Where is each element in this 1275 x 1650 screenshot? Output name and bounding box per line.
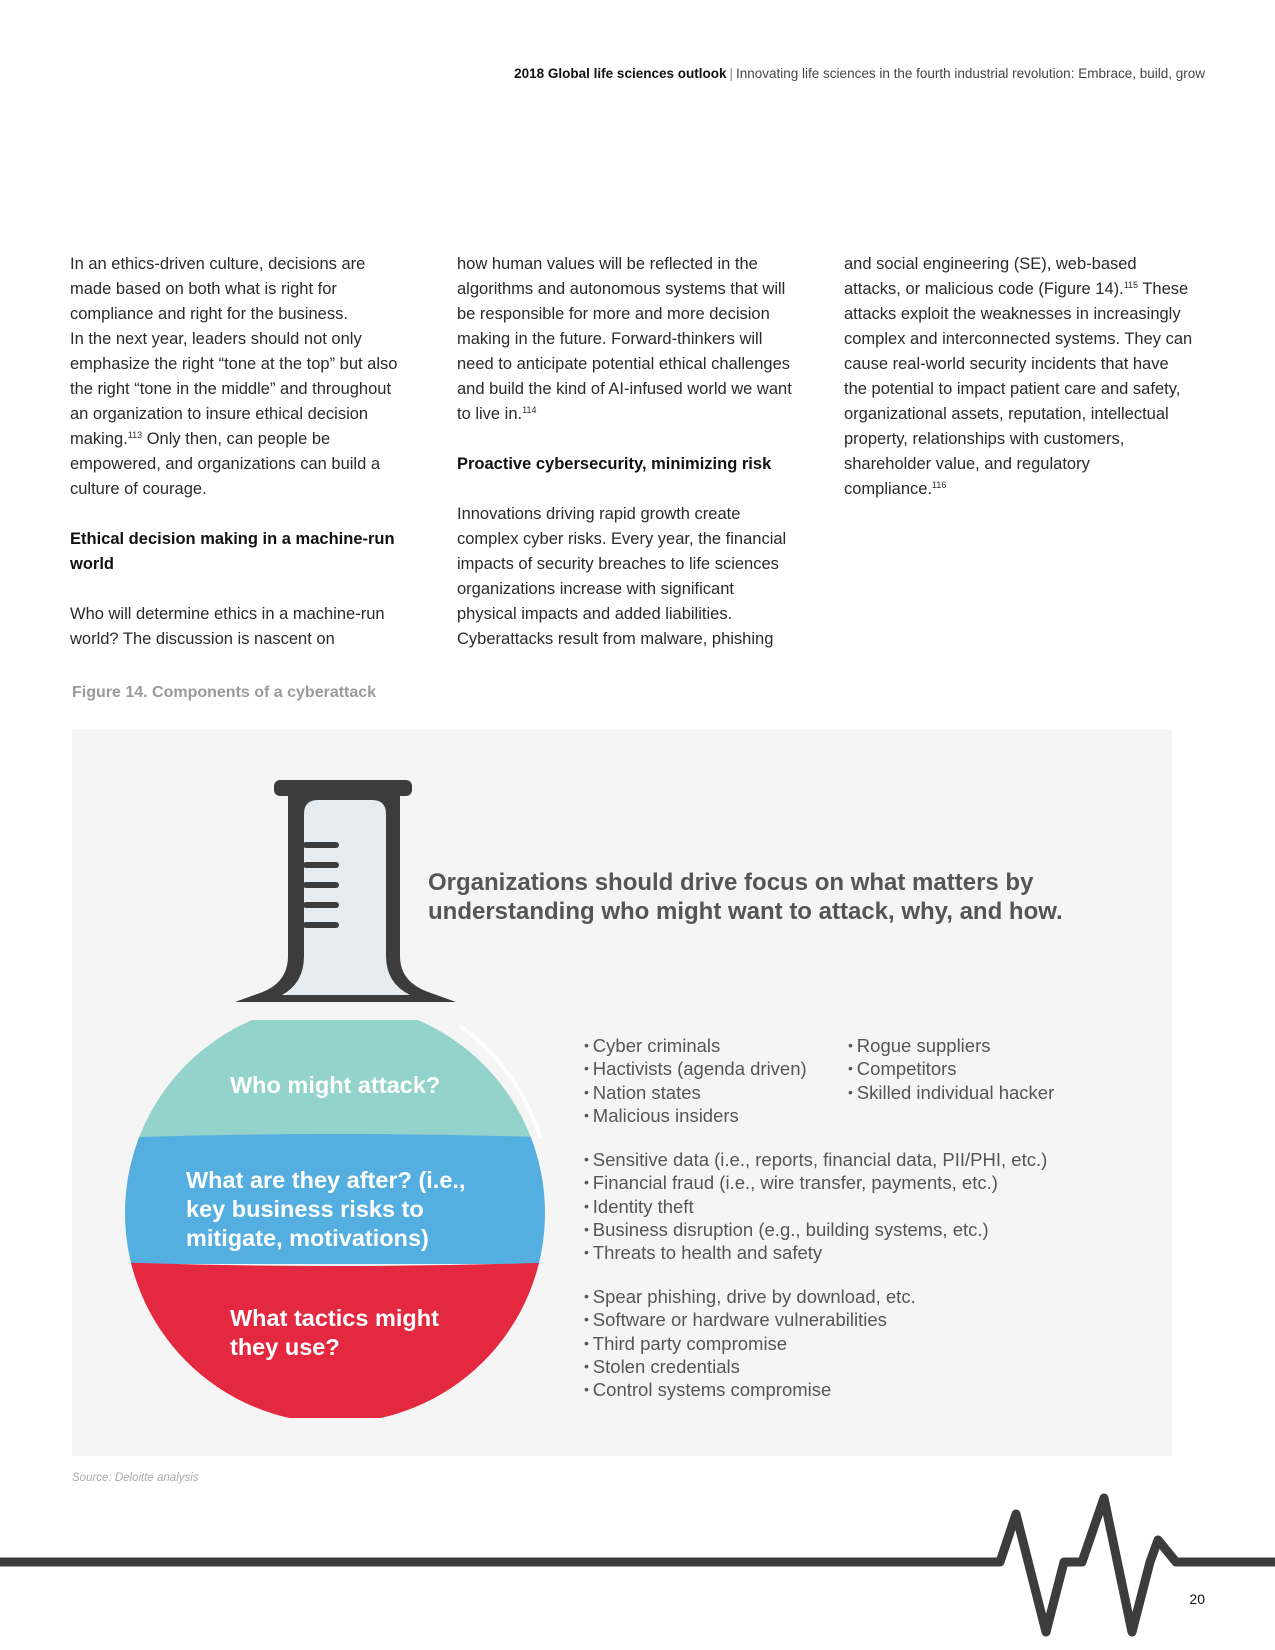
- figure-headline: Organizations should drive focus on what matters by understanding who might want to attack, why, and how.: [428, 869, 1063, 925]
- after-list: [584, 1148, 1047, 1264]
- paragraph-text: These attacks exploit the weaknesses in increasingly complex and interconnected systems. They can cause real-world security incidents that have the potential to impact patient care and safety, organizational assets, reputation, intellectual property, relationships with customers, shareholder value, and regulatory compliance.: [844, 280, 1193, 498]
- section-heading: Ethical decision making in a machine-run world: [70, 530, 395, 573]
- who-list-a: [584, 1034, 807, 1127]
- paragraph: In an ethics-driven culture, decisions are made based on both what is right for compliance and right for the business.: [70, 255, 366, 323]
- list-item: • Malicious insiders: [584, 1104, 807, 1127]
- figure-source: Source: Deloitte analysis: [72, 1472, 199, 1484]
- paragraph-text: In the next year, leaders should not only emphasize the right “tone at the top” but also the right “tone in the middle” and throughout an organization to insure ethical decision making.: [70, 330, 398, 448]
- paragraph: Who will determine ethics in a machine-run world? The discussion is nascent on: [70, 605, 385, 648]
- list-item: • Identity theft: [584, 1195, 1047, 1218]
- footnote-ref: 116: [932, 480, 947, 490]
- list-item: • Threats to health and safety: [584, 1241, 1047, 1264]
- text-column-1: [70, 252, 405, 652]
- report-subtitle: Innovating life sciences in the fourth industrial revolution: Embrace, build, grow: [736, 66, 1205, 81]
- list-item: • Spear phishing, drive by download, etc.: [584, 1285, 916, 1308]
- list-item: • Stolen credentials: [584, 1355, 916, 1378]
- list-item: • Third party compromise: [584, 1332, 916, 1355]
- text-column-3: [844, 252, 1194, 502]
- paragraph-text: how human values will be reflected in the algorithms and autonomous systems that will be responsible for more and more decision making in the future. Forward-thinkers will need to anticipate potential ethical challenges and build the kind of AI-infused world we want to live in.: [457, 255, 792, 423]
- list-item: • Competitors: [848, 1057, 1054, 1080]
- list-item: • Cyber criminals: [584, 1034, 807, 1057]
- list-item: • Software or hardware vulnerabilities: [584, 1308, 916, 1331]
- list-item: • Financial fraud (i.e., wire transfer, payments, etc.): [584, 1171, 1047, 1194]
- flask-neck-icon: [235, 780, 456, 1002]
- footnote-ref: 114: [522, 405, 537, 415]
- paragraph-text: Only then, can people be empowered, and organizations can build a culture of courage.: [70, 430, 381, 498]
- header-separator: |: [729, 66, 733, 81]
- list-item: • Skilled individual hacker: [848, 1081, 1054, 1104]
- list-item: • Nation states: [584, 1081, 807, 1104]
- page-number: 20: [1189, 1591, 1205, 1607]
- report-title: 2018 Global life sciences outlook: [514, 66, 727, 81]
- running-header: [514, 66, 1205, 81]
- list-item: • Control systems compromise: [584, 1378, 916, 1401]
- figure-title: Figure 14. Components of a cyberattack: [72, 684, 377, 701]
- text-column-2: [457, 252, 792, 652]
- segment-label-after: What are they after? (i.e., key business risks to mitigate, motivations): [186, 1167, 466, 1251]
- paragraph-text: and social engineering (SE), web-based attacks, or malicious code (Figure 14).: [844, 255, 1137, 298]
- paragraph: Innovations driving rapid growth create complex cyber risks. Every year, the financial impacts of security breaches to life sciences organizations increase with significant physical impacts and added liabilities. Cyberattacks result from malware, phishing: [457, 505, 787, 648]
- paragraph: [70, 327, 405, 502]
- footnote-ref: 113: [127, 430, 143, 440]
- tactics-list: [584, 1285, 916, 1401]
- paragraph: [844, 252, 1194, 502]
- segment-label-tactics: What tactics might they use?: [230, 1305, 439, 1360]
- section-heading: Proactive cybersecurity, minimizing risk: [457, 455, 772, 473]
- footnote-ref: 115: [1123, 280, 1139, 290]
- paragraph: [457, 252, 792, 427]
- list-item: • Sensitive data (i.e., reports, financial data, PII/PHI, etc.): [584, 1148, 1047, 1171]
- list-item: • Hactivists (agenda driven): [584, 1057, 807, 1080]
- segment-label-who: Who might attack?: [230, 1072, 441, 1098]
- who-list-b: [848, 1034, 1054, 1104]
- list-item: • Business disruption (e.g., building systems, etc.): [584, 1218, 1047, 1241]
- heartbeat-line-icon: [0, 1490, 1275, 1650]
- list-item: • Rogue suppliers: [848, 1034, 1054, 1057]
